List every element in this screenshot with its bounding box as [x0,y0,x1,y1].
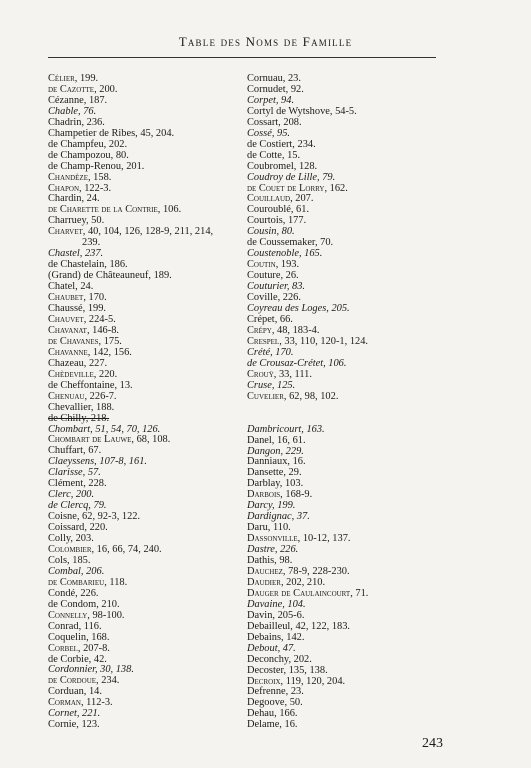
index-entry: Cuvelier, 62, 98, 102. [247,390,339,402]
index-entry: de Clercq, 79. [48,500,107,512]
index-entry: de Combarieu, 118. [48,576,128,588]
index-entry: Darbois, 168-9. [247,489,313,501]
index-entry: Delame, 16. [247,719,298,731]
index-entry: Dambricourt, 163. [247,423,325,435]
index-entry: Chevallier, 188. [48,401,115,413]
index-entry: Dehau, 166. [247,708,298,720]
index-entry: Conrad, 116. [48,620,102,632]
index-entry: Couture, 26. [247,270,299,282]
index-entry: Chauvet, 224-5. [48,313,116,325]
index-entry: Clément, 228. [48,478,107,490]
index-entry: de Crousaz-Crétet, 106. [247,357,347,369]
index-entry: Coissard, 220. [48,522,108,534]
index-entry: Cordonnier, 30, 138. [48,664,134,676]
index-entry: Crouÿ, 33, 111. [247,368,312,380]
index-entry: Cruse, 125. [247,379,296,391]
index-entry: Couroublé, 61. [247,204,310,216]
index-entry: de Chavanes, 175. [48,335,122,347]
index-entry: Dansette, 29. [247,467,302,479]
index-entry: Coustenoble, 165. [247,248,323,260]
index-entry: Daru, 110. [247,522,291,534]
index-entry: de Costiert, 234. [247,138,316,150]
index-entry: Coubromel, 128. [247,160,318,172]
index-entry: Célier, 199. [48,73,99,84]
index-entry: Cornudet, 92. [247,83,304,95]
index-entry: Chombart, 51, 54, 70, 126. [48,423,161,435]
index-entry: Coudroy de Lille, 79. [247,171,336,183]
index-entry: Chenuau, 226-7. [48,390,117,402]
index-entry: de Couet de Lorry, 162. [247,182,348,194]
index-entry: Debailleul, 42, 122, 183. [247,620,351,632]
index-entry: Danniaux, 16. [247,456,306,468]
index-entry: Chombart de Lauwe, 68, 108. [48,434,171,446]
index-entry: Crespel, 33, 110, 120-1, 124. [247,335,369,347]
index-column-right [247,74,492,731]
index-entry: de Condom, 210. [48,598,120,610]
index-entry: 239. [82,237,101,249]
index-entry: Corman, 112-3. [48,697,113,709]
index-entry: Chavanne, 142, 156. [48,346,132,358]
index-entry: Dathis, 98. [247,555,293,567]
page-title: Table des Noms de Famille [178,34,353,49]
index-entry: Decoster, 135, 138. [247,664,328,676]
index-entry: Davaine, 104. [247,598,306,610]
index-entry: Coyreau des Loges, 205. [247,303,350,315]
index-entry: Connelly, 98-100. [48,609,125,621]
index-entry: Dastre, 226. [247,544,299,556]
index-entry: Defrenne, 23. [247,686,304,698]
index-entry: Clarisse, 57. [48,467,101,479]
index-entry: Colombier, 16, 66, 74, 240. [48,543,162,555]
index-entry: Condé, 226. [48,587,99,599]
header-rule [48,57,436,58]
index-entry: Clerc, 200. [48,489,95,501]
index-entry: de Champfeu, 202. [48,138,128,150]
index-entry: Corpet, 94. [247,94,295,106]
index-entry: Crépy, 48, 183-4. [247,324,320,336]
index-entry: Champetier de Ribes, 45, 204. [48,127,175,139]
index-entry: Chapon, 122-3. [48,182,112,194]
index-entry: de Charette de la Contrie, 106. [48,204,182,216]
index-entry: Daudier, 202, 210. [247,576,326,588]
index-entry: Claeyssens, 107-8, 161. [48,456,147,468]
index-entry: Crépet, 66. [247,313,293,325]
index-entry: (Grand) de Châteauneuf, 189. [48,270,172,282]
index-entry: Darblay, 103. [247,478,304,490]
index-entry: Dassonville, 10-12, 137. [247,533,351,545]
index-entry: Chèdeville, 220. [48,368,118,380]
index-entry: Corduan, 14. [48,686,102,698]
index-entry: de Coussemaker, 70. [247,237,334,249]
index-entry: Decroix, 119, 120, 204. [247,675,346,687]
index-entry: Chaubet, 170. [48,292,107,304]
index-entry: Coisne, 62, 92-3, 122. [48,511,141,523]
index-entry: Dauger de Caulaincourt, 71. [247,587,369,599]
index-entry: Cols, 185. [48,554,91,566]
index-entry: Chadrin, 236. [48,116,105,128]
index-entry: Cousin, 80. [247,226,295,238]
index-entry: Couturier, 83. [247,281,306,293]
index-entry: Chazeau, 227. [48,357,108,369]
index-entry: Coutin, 193. [247,259,300,271]
index-entry: Debains, 142. [247,631,305,643]
index-entry: Debout, 47. [247,642,296,654]
index-entry: Cézanne, 187. [48,94,108,106]
index-entry: Cortyl de Wytshove, 54-5. [247,105,357,117]
index-entry: Dardignac, 37. [247,511,310,523]
index-entry: Chandèze, 158. [48,171,112,183]
index-entry: de Cotte, 15. [247,149,301,161]
index-entry: Cornie, 123. [48,719,100,731]
page-number: 243 [422,736,443,751]
index-entry: de Cheffontaine, 13. [48,379,133,391]
index-entry: Couillaud, 207. [247,193,314,205]
index-entry: Danel, 16, 61. [247,434,306,446]
section-gap [247,414,492,425]
index-entry: Combal, 206. [48,565,105,577]
index-entry: Cossé, 95. [247,127,291,139]
index-entry: de Corbie, 42. [48,653,107,665]
index-entry: Davin, 205-6. [247,609,305,621]
index-column-left [48,74,263,731]
index-entry: Cornet, 221. [48,708,101,720]
index-entry: Charvet, 40, 104, 126, 128-9, 211, 214, [48,226,214,238]
index-entry: Colly, 203. [48,533,94,545]
index-entry: Courtois, 177. [247,215,307,227]
index-entry: Corbel, 207-8. [48,642,110,654]
index-entry: Chavanat, 146-8. [48,324,119,336]
index-entry: Cornuau, 23. [247,73,301,84]
index-entry: de Chastelain, 186. [48,259,128,271]
index-entry: Chuffart, 67. [48,445,102,457]
index-entry: de Champ-Renou, 201. [48,160,145,172]
index-entry: de Cordoue, 234. [48,675,120,687]
index-entry: Cossart, 208. [247,116,302,128]
index-entry: Deconchy, 202. [247,653,312,665]
index-entry: Chaussé, 199. [48,303,107,315]
index-entry: Coquelin, 168. [48,631,110,643]
index-entry: Crété, 170. [247,346,294,358]
index-entry: Chardin, 24. [48,193,100,205]
index-entry: Chastel, 237. [48,248,104,260]
index-entry: Coville, 226. [247,292,301,304]
index-entry: de Cazotte, 200. [48,83,118,95]
index-entry: de Chilly, 218. [48,412,110,424]
index-entry: Chatel, 24. [48,281,94,293]
index-entry: Darcy, 199. [247,500,296,512]
index-entry: Charruey, 50. [48,215,105,227]
index-entry: Chable, 76. [48,105,97,117]
index-entry: Degoove, 50. [247,697,303,709]
section-gap [247,403,492,414]
index-entry: Dangon, 229. [247,445,304,457]
index-entry: Dauchez, 78-9, 228-230. [247,565,350,577]
index-entry: de Champozou, 80. [48,149,129,161]
